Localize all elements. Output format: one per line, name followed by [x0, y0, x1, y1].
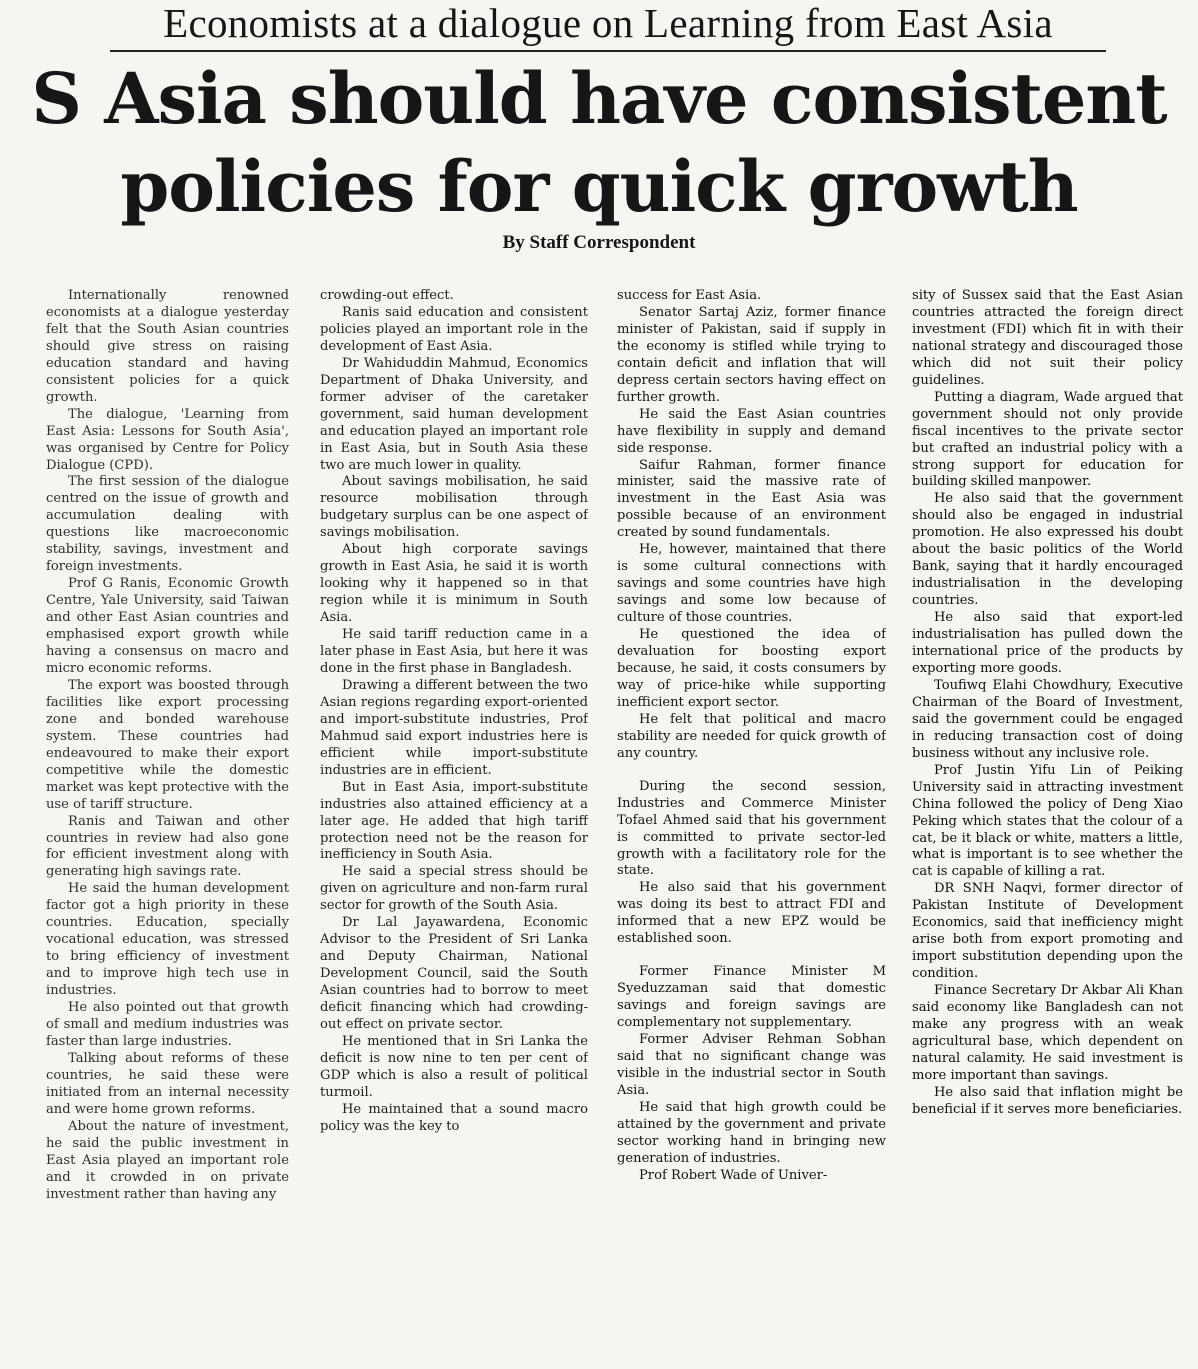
paragraph: He felt that political and macro stability are needed for quick growth of any country.: [617, 711, 886, 761]
paragraph: Ranis and Taiwan and other countries in review had also gone for efficient investment along with generating high savings rate.: [46, 813, 289, 880]
article-column-2: [320, 288, 588, 1360]
headline: [0, 55, 1198, 231]
paragraph: Finance Secretary Dr Akbar Ali Khan said economy like Bangladesh can not make any progress with an weak agricultural base, which dependent on natural calamity. He said investment is more important than savings.: [912, 983, 1183, 1083]
paragraph: crowding-out effect.: [320, 288, 454, 303]
paragraph: He said that high growth could be attained by the government and private sector working hand in bringing new generation of industries.: [617, 1099, 886, 1166]
paragraph: Toufiwq Elahi Chowdhury, Executive Chairman of the Board of Investment, said the government could be engaged in reducing transaction cost of doing business without any inclusive role.: [912, 677, 1183, 761]
paragraph: The first session of the dialogue centred on the issue of growth and accumulation dealing with questions like macroeconomic stability, savings, investment and foreign investments.: [46, 474, 289, 575]
paragraph: He mentioned that in Sri Lanka the deficit is now nine to ten per cent of GDP which is also a result of political turmoil.: [320, 1033, 588, 1100]
kicker: Economists at a dialogue on Learning from East Asia: [110, 0, 1106, 52]
paragraph: He, however, maintained that there is some cultural connections with savings and some countries have high savings and some low because of culture of those countries.: [617, 542, 886, 626]
paragraph: Saifur Rahman, former finance minister, said the massive rate of investment in the East Asia was possible because of an environment created by sound fundamentals.: [617, 457, 886, 541]
paragraph: success for East Asia.: [617, 288, 762, 303]
paragraph: Dr Lal Jayawardena, Economic Advisor to the President of Sri Lanka and Deputy Chairman, National Development Council, said the South Asian countries had to borrow to meet deficit financing which had crowding-out effect on private sector.: [320, 915, 588, 1032]
headline-line-2: policies for quick growth: [120, 145, 1078, 228]
article-column-4: [912, 288, 1183, 1360]
paragraph: Prof Justin Yifu Lin of Peiking University said in attracting investment China followed the policy of Deng Xiao Peking which states that the colour of a cat, be it black or white, matters a little, what is important is to see whether the cat is capable of killing a rat.: [912, 762, 1183, 880]
paragraph: sity of Sussex said that the East Asian countries attracted the foreign direct investment (FDI) which fit in with their national strategy and discouraged those which did not suit their policy guidelines.: [912, 288, 1183, 388]
paragraph: He also said that the government should also be engaged in industrial promotion. He also expressed his doubt about the basic politics of the World Bank, saying that it hardly encouraged industrialisation in the developing countries.: [912, 491, 1183, 609]
byline: By Staff Correspondent: [502, 232, 696, 253]
paragraph: DR SNH Naqvi, former director of Pakistan Institute of Development Economics, said that inefficiency might arise both from export promoting and import substitution depending upon the condition.: [912, 881, 1183, 982]
article-column-1: [46, 288, 289, 1360]
paragraph: But in East Asia, import-substitute industries also attained efficiency at a later age. He added that high tariff protection need not be the reason for inefficiency in South Asia.: [320, 779, 588, 863]
paragraph: He questioned the idea of devaluation for boosting export because, he said, it costs consumers by way of price-hike while supporting inefficient export sector.: [617, 627, 886, 710]
paragraph: Drawing a different between the two Asian regions regarding export-oriented and import-substitute industries, Prof Mahmud said export industries here is efficient while import-substitute industries are in efficient.: [320, 677, 588, 778]
paragraph: He maintained that a sound macro policy was the key to: [320, 1101, 588, 1134]
paragraph: Internationally renowned economists at a dialogue yesterday felt that the South Asian countries should give stress on raising education standard and having consistent policies for a quick growth.: [46, 288, 289, 405]
paragraph: About savings mobilisation, he said resource mobilisation through budgetary surplus can be one aspect of savings mobilisation.: [320, 474, 588, 541]
paragraph: He also said that export-led industrialisation has pulled down the international price of the products by exporting more goods.: [912, 610, 1183, 676]
paragraph: He said a special stress should be given on agriculture and non-farm rural sector for growth of the South Asia.: [320, 864, 588, 914]
paragraph: Prof G Ranis, Economic Growth Centre, Yale University, said Taiwan and other East Asian countries and emphasised export growth while having a consensus on macro and micro economic reforms.: [46, 576, 289, 676]
paragraph: He also pointed out that growth of small and medium industries was faster than large industries.: [46, 1000, 289, 1049]
paragraph: About high corporate savings growth in East Asia, he said it is worth looking why it happened so in that region while it is minimum in South Asia.: [320, 542, 588, 626]
paragraph: The export was boosted through facilities like export processing zone and bonded warehouse system. These countries had endeavoured to make their export competitive while the domestic market was kept protective with the use of tariff structure.: [46, 677, 289, 812]
paragraph: He also said that his government was doing its best to attract FDI and informed that a new EPZ would be established soon.: [617, 880, 886, 947]
article-column-3: [617, 288, 886, 1360]
paragraph: He also said that inflation might be beneficial if it serves more beneficiaries.: [912, 1084, 1183, 1117]
paragraph: During the second session, Industries and Commerce Minister Tofael Ahmed said that his government is committed to private sector-led growth with a facilitatory role for the state.: [617, 778, 886, 879]
paragraph: Former Finance Minister M Syeduzzaman said that domestic savings and foreign savings are complementary not supplementary.: [617, 964, 886, 1031]
paragraph: Talking about reforms of these countries, he said these were initiated from an internal necessity and were home grown reforms.: [46, 1050, 289, 1117]
paragraph: Ranis said education and consistent policies played an important role in the development of East Asia.: [320, 304, 588, 354]
paragraph: Putting a diagram, Wade argued that government should not only provide fiscal incentives to the private sector but crafted an industrial policy with a strong support for education for building skilled manpower.: [912, 389, 1183, 490]
paragraph: The dialogue, 'Learning from East Asia: Lessons for South Asia', was organised by Centre for Policy Dialogue (CPD).: [46, 406, 289, 473]
paragraph: Former Adviser Rehman Sobhan said that no significant change was visible in the industrial sector in South Asia.: [617, 1032, 886, 1098]
paragraph: About the nature of investment, he said the public investment in East Asia played an important role and it crowded in on private investment rather than having any: [46, 1118, 289, 1202]
headline-line-1: S Asia should have consistent: [31, 57, 1167, 140]
paragraph: He said the East Asian countries have flexibility in supply and demand side response.: [617, 406, 886, 456]
paragraph: Senator Sartaj Aziz, former finance minister of Pakistan, said if supply in the economy is stifled while trying to contain deficit and inflation that will depress certain sectors having effect on further growth.: [617, 304, 886, 405]
paragraph: He said tariff reduction came in a later phase in East Asia, but here it was done in the first phase in Bangladesh.: [320, 627, 588, 676]
paragraph: Dr Wahiduddin Mahmud, Economics Department of Dhaka University, and former adviser of the caretaker government, said human development and education played an important role in East Asia, but in South Asia these two are much lower in quality.: [320, 355, 588, 473]
paragraph: He said the human development factor got a high priority in these countries. Education, specially vocational education, was stressed to bring efficiency of investment and to improve high tech use in industries.: [46, 881, 289, 999]
paragraph: Prof Robert Wade of Univer-: [639, 1167, 828, 1183]
